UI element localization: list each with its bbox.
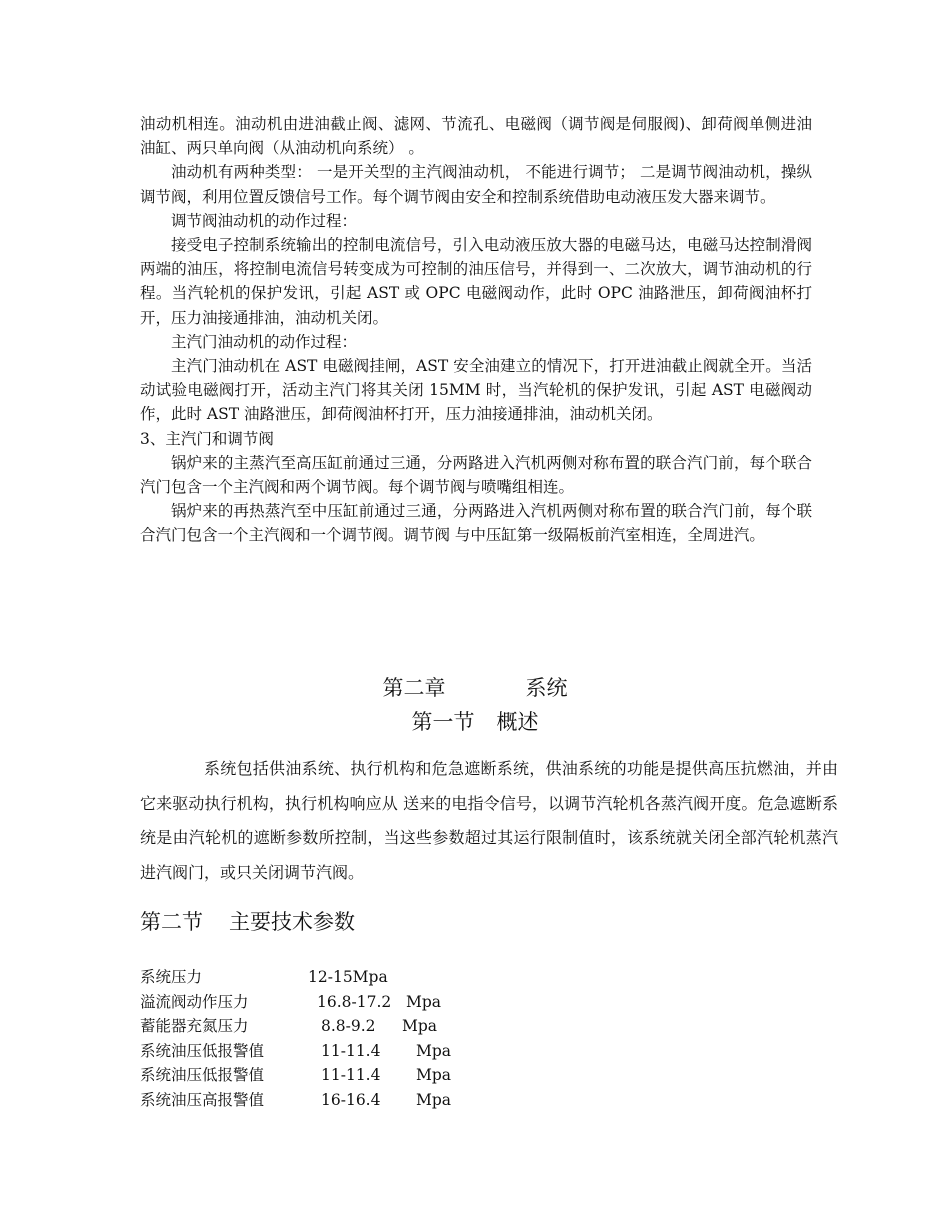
param-value: 11-11.4 (321, 1066, 381, 1084)
param-name: 系统油压低报警值 (140, 1041, 265, 1060)
param-name: 系统压力 (140, 968, 203, 986)
chapter-number: 第二章 (382, 676, 446, 700)
param-name: 溢流阀动作压力 (140, 992, 249, 1011)
chapter-name: 系统 (525, 676, 568, 700)
paragraph: 主汽门油动机在 AST 电磁阀挂闸，AST 安全油建立的情况下，打开进油截止阀就全开。当活动试验电磁阀打开，活动主汽门将其关闭 15MM 时，当汽轮机的保护发讯，引起 AST 电磁阀动作，此时 AST 油路泄压，卸荷阀油杯打开，压力油接通排油，油动机关闭。 (140, 357, 812, 424)
section-title (0, 707, 950, 737)
section-number: 第二节 (140, 910, 203, 934)
param-unit: Mpa (416, 1041, 452, 1060)
paragraph: 调节阀油动机的动作过程： (171, 211, 358, 230)
chapter-title (0, 673, 950, 703)
section-name: 概述 (496, 710, 539, 734)
param-name: 系统油压低报警值 (140, 1066, 265, 1084)
section-title (140, 906, 355, 938)
intro-text (140, 112, 812, 548)
section-number: 第一节 (411, 710, 475, 734)
param-name: 蓄能器充氮压力 (140, 1017, 249, 1035)
paragraph: 锅炉来的再热蒸汽至中压缸前通过三通，分两路进入汽机两侧对称布置的联合汽门前，每个联合汽门包含一个主汽阀和一个调节阀。调节阀 与中压缸第一级隔板前汽室相连，全周进汽。 (140, 502, 812, 545)
param-value: 12-15Mpa (308, 968, 388, 986)
param-name: 系统油压高报警值 (140, 1090, 265, 1109)
paragraph: 油动机相连。油动机由进油截止阀、滤网、节流孔、电磁阀（调节阀是伺服阀)、卸荷阀单侧进油油缸、两只单向阀（从油动机向系统） 。 (140, 115, 812, 158)
param-unit: Mpa (416, 1090, 452, 1109)
param-value: 8.8-9.2 (321, 1017, 376, 1035)
param-value: 11-11.4 (321, 1041, 381, 1060)
param-unit: Mpa (416, 1066, 452, 1084)
paragraph: 主汽门油动机的动作过程： (171, 332, 358, 351)
paragraph: 接受电子控制系统输出的控制电流信号，引入电动液压放大器的电磁马达，电磁马达控制滑阀两端的油压，将控制电流信号转变成为可控制的油压信号，并得到一、二次放大，调节油动机的行程。当汽轮机的保护发讯，引起 AST 或 OPC 电磁阀动作，此时 OPC 油路泄压，卸荷阀油杯打开，压力油接通排油，油动机关闭。 (140, 236, 812, 327)
overview-paragraph: 系统包括供油系统、执行机构和危急遮断系统，供油系统的功能是提供高压抗燃油，并由它来驱动执行机构，执行机构响应从 送来的电指令信号，以调节汽轮机各蒸汽阀开度。危急遮断系统是由汽轮机的遮断参数所控制，当这些参数超过其运行限制值时，该系统就关闭全部汽轮机蒸汽进汽阀门，或只关闭调节汽阀。 (140, 759, 838, 882)
subheading: 3、主汽门和调节阀 (140, 429, 274, 448)
param-value: 16-16.4 (321, 1090, 381, 1109)
param-unit: Mpa (406, 992, 442, 1011)
param-value: 16.8-17.2 (317, 992, 392, 1011)
paragraph: 锅炉来的主蒸汽至高压缸前通过三通，分两路进入汽机两侧对称布置的联合汽门前，每个联合汽门包含一个主汽阀和两个调节阀。每个调节阀与喷嘴组相连。 (140, 453, 812, 497)
paragraph: 油动机有两种类型： 一是开关型的主汽阀油动机， 不能进行调节； 二是调节阀油动机，操纵调节阀，利用位置反馈信号工作。每个调节阀由安全和控制系统借助电动液压发大器来调节。 (140, 163, 812, 206)
param-unit: Mpa (402, 1017, 438, 1035)
section-name: 主要技术参数 (229, 910, 355, 934)
